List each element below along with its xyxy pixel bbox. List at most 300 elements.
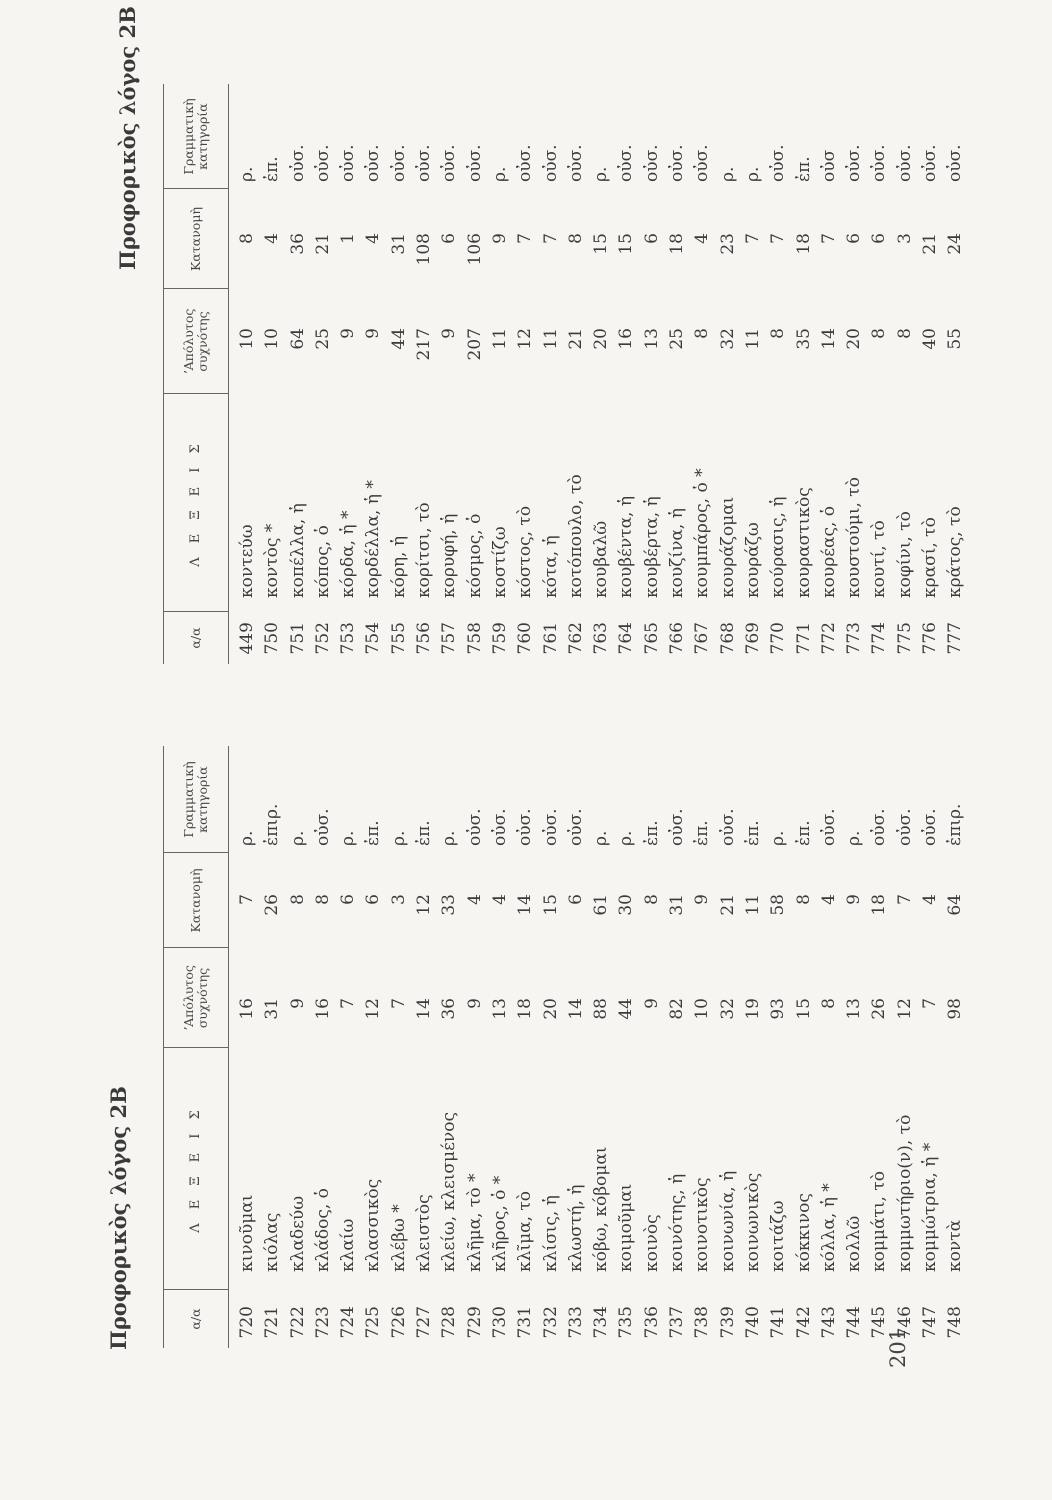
row-distribution: 9 bbox=[844, 894, 865, 905]
row-distribution: 6 bbox=[565, 894, 586, 905]
row-distribution: 6 bbox=[338, 894, 359, 905]
row-distribution: 21 bbox=[920, 233, 941, 255]
row-category: ρ. bbox=[489, 166, 510, 182]
table-row bbox=[690, 746, 715, 1348]
row-category: οὐσ. bbox=[388, 144, 409, 182]
row-category: ἐπ. bbox=[692, 820, 713, 846]
row-category: οὐσ. bbox=[894, 808, 915, 846]
row-word: κοινωνία, ἡ bbox=[717, 1170, 738, 1272]
table-row bbox=[817, 84, 842, 664]
row-frequency: 7 bbox=[920, 998, 941, 1009]
row-distribution: 7 bbox=[540, 233, 561, 244]
row-word: κλειστὸς bbox=[414, 1194, 435, 1272]
row-word: κλαίω bbox=[338, 1218, 359, 1272]
row-word: κομμωτήριο(ν), τὸ bbox=[894, 1114, 915, 1272]
row-distribution: 33 bbox=[439, 894, 460, 916]
row-distribution: 18 bbox=[667, 233, 688, 255]
row-word: κουτί, τὸ bbox=[869, 520, 890, 598]
row-word: κόρδα, ἡ * bbox=[338, 510, 359, 598]
row-word: κοινωνικὸς bbox=[742, 1172, 763, 1272]
row-word: κουβέντα, ἡ bbox=[616, 495, 637, 598]
row-distribution: 4 bbox=[489, 894, 510, 905]
row-category: ρ. bbox=[287, 830, 308, 846]
row-index: 743 bbox=[818, 1306, 839, 1339]
row-index: 765 bbox=[641, 622, 662, 655]
table-rule-header bbox=[228, 84, 229, 664]
row-frequency: 8 bbox=[818, 998, 839, 1009]
table-row bbox=[716, 84, 741, 664]
row-distribution: 7 bbox=[818, 233, 839, 244]
table-row bbox=[893, 84, 918, 664]
row-distribution: 6 bbox=[844, 233, 865, 244]
row-frequency: 9 bbox=[363, 328, 384, 339]
row-category: ρ. bbox=[237, 166, 257, 182]
table-row bbox=[361, 746, 386, 1348]
row-category: ρ. bbox=[237, 830, 257, 846]
row-distribution: 26 bbox=[262, 894, 283, 916]
row-index: 763 bbox=[591, 622, 612, 655]
row-word: κλασσικὸς bbox=[363, 1178, 384, 1272]
row-index: 758 bbox=[464, 622, 485, 655]
row-index: 752 bbox=[312, 622, 333, 655]
row-word: κολλῶ bbox=[844, 1215, 865, 1272]
row-word: κουβέρτα, ἡ bbox=[641, 496, 662, 598]
row-frequency: 11 bbox=[742, 328, 763, 350]
row-frequency: 10 bbox=[262, 328, 283, 350]
table-row bbox=[665, 84, 690, 664]
row-word: κοστίζω bbox=[489, 526, 510, 598]
header-frequency-line1: ʼΑπόλυτος bbox=[180, 308, 196, 375]
row-category: οὐσ. bbox=[844, 144, 865, 182]
table-row bbox=[918, 746, 943, 1348]
row-frequency: 20 bbox=[591, 328, 612, 350]
row-category: ρ. bbox=[591, 166, 612, 182]
row-frequency: 8 bbox=[692, 328, 713, 339]
row-word: κομμώτρια, ἡ * bbox=[920, 1142, 941, 1272]
table-row bbox=[260, 746, 285, 1348]
left-table-body bbox=[235, 746, 969, 1348]
row-distribution: 18 bbox=[793, 233, 814, 255]
row-distribution: 9 bbox=[489, 233, 510, 244]
row-frequency: 20 bbox=[540, 998, 561, 1020]
row-distribution: 23 bbox=[717, 233, 738, 255]
row-frequency: 7 bbox=[338, 998, 359, 1009]
row-frequency: 207 bbox=[464, 328, 485, 361]
row-distribution: 4 bbox=[363, 233, 384, 244]
table-row bbox=[336, 746, 361, 1348]
row-category: οὐσ. bbox=[439, 144, 460, 182]
row-index: 767 bbox=[692, 622, 713, 655]
row-word: κλῆρος, ὁ * bbox=[489, 1175, 510, 1272]
row-frequency: 20 bbox=[844, 328, 865, 350]
row-frequency: 25 bbox=[667, 328, 688, 350]
row-category: οὐσ. bbox=[312, 808, 333, 846]
row-word: κουμπάρος, ὁ * bbox=[692, 468, 713, 598]
row-index: 747 bbox=[920, 1306, 941, 1339]
row-distribution: 8 bbox=[565, 233, 586, 244]
table-row bbox=[412, 746, 437, 1348]
row-category: οὐσ. bbox=[515, 808, 536, 846]
row-frequency: 9 bbox=[287, 998, 308, 1009]
row-index: 755 bbox=[388, 622, 409, 655]
row-frequency: 8 bbox=[768, 328, 789, 339]
row-category: οὐσ. bbox=[464, 808, 485, 846]
table-row bbox=[311, 746, 336, 1348]
row-word: κοντὰ bbox=[945, 1219, 966, 1272]
row-frequency: 14 bbox=[565, 998, 586, 1020]
table-row bbox=[792, 746, 817, 1348]
row-word: κόκκινος bbox=[793, 1193, 814, 1272]
row-category: ρ. bbox=[616, 830, 637, 846]
row-frequency: 12 bbox=[363, 998, 384, 1020]
row-frequency: 55 bbox=[945, 328, 966, 350]
row-distribution: 15 bbox=[616, 233, 637, 255]
row-index: 720 bbox=[237, 1306, 257, 1339]
row-index: 751 bbox=[287, 622, 308, 655]
row-distribution: 30 bbox=[616, 894, 637, 916]
table-row bbox=[792, 84, 817, 664]
row-frequency: 16 bbox=[616, 328, 637, 350]
row-index: 728 bbox=[439, 1306, 460, 1339]
row-index: 727 bbox=[414, 1306, 435, 1339]
row-category: ρ. bbox=[388, 830, 409, 846]
row-distribution: 31 bbox=[388, 233, 409, 255]
row-word: κοπέλλα, ἡ bbox=[287, 503, 308, 598]
row-distribution: 7 bbox=[515, 233, 536, 244]
row-category: οὐσ. bbox=[945, 144, 966, 182]
table-row bbox=[716, 746, 741, 1348]
row-frequency: 36 bbox=[439, 998, 460, 1020]
row-index: 757 bbox=[439, 622, 460, 655]
row-index: 724 bbox=[338, 1306, 359, 1339]
row-distribution: 12 bbox=[414, 894, 435, 916]
row-word: κόστος, τὸ bbox=[515, 505, 536, 598]
header-words: Λ Ε Ξ Ε Ι Σ bbox=[187, 439, 203, 567]
row-distribution: 6 bbox=[439, 233, 460, 244]
row-index: 741 bbox=[768, 1306, 789, 1339]
table-row bbox=[766, 84, 791, 664]
row-distribution: 15 bbox=[591, 233, 612, 255]
row-word: κοινοτικὸς bbox=[692, 1177, 713, 1272]
row-index: 745 bbox=[869, 1306, 890, 1339]
table-row bbox=[640, 746, 665, 1348]
table-row bbox=[943, 746, 968, 1348]
row-category: οὐσ. bbox=[920, 144, 941, 182]
row-distribution: 7 bbox=[768, 233, 789, 244]
table-row bbox=[665, 746, 690, 1348]
row-index: 750 bbox=[262, 622, 283, 655]
row-frequency: 9 bbox=[464, 998, 485, 1009]
row-distribution: 21 bbox=[717, 894, 738, 916]
header-category-line2: κατηγορία bbox=[194, 766, 210, 833]
row-word: κουράζομαι bbox=[717, 496, 738, 598]
row-word: κλέβω * bbox=[388, 1204, 409, 1272]
row-category: οὐσ. bbox=[692, 144, 713, 182]
row-index: 736 bbox=[641, 1306, 662, 1339]
row-category: ρ. bbox=[717, 166, 738, 182]
row-category: οὐσ. bbox=[464, 144, 485, 182]
row-word: κοντὸς * bbox=[262, 523, 283, 598]
row-category: οὐσ. bbox=[363, 144, 384, 182]
table-row bbox=[437, 84, 462, 664]
row-category: οὐσ. bbox=[920, 808, 941, 846]
row-index: 775 bbox=[894, 622, 915, 655]
row-word: κουζίνα, ἡ bbox=[667, 508, 688, 598]
row-index: 729 bbox=[464, 1306, 485, 1339]
row-index: 764 bbox=[616, 622, 637, 655]
row-index: 770 bbox=[768, 622, 789, 655]
row-category: οὐσ. bbox=[540, 144, 561, 182]
row-distribution: 108 bbox=[414, 233, 435, 266]
row-frequency: 31 bbox=[262, 998, 283, 1020]
row-word: κόρη, ἡ bbox=[388, 535, 409, 598]
row-frequency: 18 bbox=[515, 998, 536, 1020]
header-distribution: Κατανομὴ bbox=[187, 868, 203, 933]
header-frequency-line2: συχνότης bbox=[194, 311, 210, 372]
right-page-title: Προφορικὸς λόγος 2Β bbox=[115, 6, 140, 270]
row-category: ἐπ. bbox=[262, 156, 283, 182]
row-distribution: 8 bbox=[312, 894, 333, 905]
row-word: κότα, ἡ bbox=[540, 535, 561, 598]
row-frequency: 13 bbox=[641, 328, 662, 350]
row-distribution: 24 bbox=[945, 233, 966, 255]
row-category: οὐσ. bbox=[338, 144, 359, 182]
row-frequency: 9 bbox=[641, 998, 662, 1009]
row-category: ρ. bbox=[844, 830, 865, 846]
row-category: οὐσ. bbox=[869, 144, 890, 182]
table-row bbox=[589, 84, 614, 664]
row-word: κουρέας, ὁ bbox=[818, 505, 839, 598]
table-row bbox=[842, 746, 867, 1348]
row-index: 748 bbox=[945, 1306, 966, 1339]
row-word: κρασί, τὸ bbox=[920, 517, 941, 598]
row-category: ρ. bbox=[591, 830, 612, 846]
row-category: ἐπ. bbox=[742, 820, 763, 846]
row-index: 723 bbox=[312, 1306, 333, 1339]
table-row bbox=[235, 84, 260, 664]
row-frequency: 7 bbox=[388, 998, 409, 1009]
row-distribution: 18 bbox=[869, 894, 890, 916]
row-frequency: 11 bbox=[540, 328, 561, 350]
left-frequency-table bbox=[163, 746, 966, 1348]
row-frequency: 88 bbox=[591, 998, 612, 1020]
row-distribution: 8 bbox=[237, 233, 257, 244]
row-frequency: 9 bbox=[439, 328, 460, 339]
row-frequency: 16 bbox=[237, 998, 257, 1020]
left-page-title: Προφορικὸς λόγος 2Β bbox=[106, 1086, 131, 1350]
row-frequency: 16 bbox=[312, 998, 333, 1020]
table-row bbox=[614, 84, 639, 664]
table-row bbox=[943, 84, 968, 664]
row-index: 771 bbox=[793, 622, 814, 655]
row-word: κοφίνι, τὸ bbox=[894, 511, 915, 598]
row-frequency: 8 bbox=[894, 328, 915, 339]
table-row bbox=[918, 84, 943, 664]
row-category: ρ. bbox=[338, 830, 359, 846]
row-word: κορδέλλα, ἡ * bbox=[363, 480, 384, 598]
row-word: κλαδεύω bbox=[287, 1195, 308, 1272]
header-frequency bbox=[163, 289, 228, 394]
table-row bbox=[589, 746, 614, 1348]
row-frequency: 10 bbox=[237, 328, 257, 350]
row-index: 761 bbox=[540, 622, 561, 655]
row-category: οὐσ. bbox=[894, 144, 915, 182]
header-words: Λ Ε Ξ Ε Ι Σ bbox=[187, 1105, 203, 1233]
row-distribution: 1 bbox=[338, 233, 359, 244]
table-row bbox=[463, 84, 488, 664]
row-index: 721 bbox=[262, 1306, 283, 1339]
row-category: οὐσ. bbox=[667, 144, 688, 182]
row-category: οὐσ. bbox=[489, 808, 510, 846]
table-row bbox=[311, 84, 336, 664]
row-frequency: 14 bbox=[414, 998, 435, 1020]
row-word: κοτόπουλο, τὸ bbox=[565, 474, 586, 598]
row-distribution: 3 bbox=[388, 894, 409, 905]
row-index: 777 bbox=[945, 622, 966, 655]
row-index: 722 bbox=[287, 1306, 308, 1339]
row-distribution: 8 bbox=[287, 894, 308, 905]
table-row bbox=[387, 84, 412, 664]
row-frequency: 44 bbox=[616, 998, 637, 1020]
row-word: κιόλας bbox=[262, 1212, 283, 1272]
row-category: οὐσ. bbox=[768, 144, 789, 182]
row-word: κινοῦμαι bbox=[237, 1194, 257, 1272]
row-word: κοιτάζω bbox=[768, 1200, 789, 1272]
row-category: ἐπιρ. bbox=[262, 803, 283, 846]
row-distribution: 3 bbox=[894, 233, 915, 244]
row-distribution: 9 bbox=[692, 894, 713, 905]
row-index: 746 bbox=[894, 1306, 915, 1339]
row-frequency: 9 bbox=[338, 328, 359, 339]
row-category: ρ. bbox=[768, 830, 789, 846]
row-distribution: 15 bbox=[540, 894, 561, 916]
row-index: 769 bbox=[742, 622, 763, 655]
row-word: κούρασις, ἡ bbox=[768, 496, 789, 598]
row-category: οὐσ. bbox=[312, 144, 333, 182]
row-distribution: 4 bbox=[464, 894, 485, 905]
row-frequency: 21 bbox=[565, 328, 586, 350]
table-row bbox=[235, 746, 260, 1348]
row-category: οὐσ. bbox=[641, 144, 662, 182]
row-distribution: 21 bbox=[312, 233, 333, 255]
row-word: κομμάτι, τὸ bbox=[869, 1171, 890, 1272]
row-distribution: 61 bbox=[591, 894, 612, 916]
table-row bbox=[817, 746, 842, 1348]
row-index: 744 bbox=[844, 1306, 865, 1339]
table-row bbox=[513, 746, 538, 1348]
row-distribution: 7 bbox=[894, 894, 915, 905]
header-category-line1: Γραμματικὴ bbox=[180, 98, 196, 175]
row-frequency: 40 bbox=[920, 328, 941, 350]
row-distribution: 4 bbox=[818, 894, 839, 905]
row-word: κόβω, κόβομαι bbox=[591, 1146, 612, 1272]
row-distribution: 4 bbox=[692, 233, 713, 244]
row-category: ρ. bbox=[742, 166, 763, 182]
header-frequency-line2: συχνότης bbox=[194, 967, 210, 1029]
table-row bbox=[513, 84, 538, 664]
row-index: 730 bbox=[489, 1306, 510, 1339]
row-frequency: 217 bbox=[414, 328, 435, 361]
table-row bbox=[690, 84, 715, 664]
row-index: 726 bbox=[388, 1306, 409, 1339]
row-word: κουραστικὸς bbox=[793, 487, 814, 598]
table-row bbox=[361, 84, 386, 664]
row-category: οὐσ. bbox=[869, 808, 890, 846]
table-row bbox=[539, 746, 564, 1348]
row-word: κόσμος, ὁ bbox=[464, 513, 485, 598]
row-category: οὐσ. bbox=[515, 144, 536, 182]
row-index: 731 bbox=[515, 1306, 536, 1339]
page-number: 201 bbox=[886, 1327, 910, 1368]
row-distribution: 8 bbox=[793, 894, 814, 905]
row-index: 762 bbox=[565, 622, 586, 655]
row-index: 772 bbox=[818, 622, 839, 655]
row-distribution: 4 bbox=[920, 894, 941, 905]
row-word: κράτος, τὸ bbox=[945, 506, 966, 598]
row-word: κουβαλῶ bbox=[591, 520, 612, 598]
row-frequency: 82 bbox=[667, 998, 688, 1020]
row-word: κορίτσι, τὸ bbox=[414, 502, 435, 598]
row-frequency: 8 bbox=[869, 328, 890, 339]
row-frequency: 19 bbox=[742, 998, 763, 1020]
table-row bbox=[437, 746, 462, 1348]
header-category bbox=[163, 746, 228, 853]
table-row bbox=[741, 746, 766, 1348]
row-frequency: 14 bbox=[818, 328, 839, 350]
row-category: οὐσ. bbox=[717, 808, 738, 846]
row-word: κλῆμα, τὸ * bbox=[464, 1173, 485, 1272]
row-frequency: 93 bbox=[768, 998, 789, 1020]
row-category: οὐσ. bbox=[414, 144, 435, 182]
row-distribution: 8 bbox=[641, 894, 662, 905]
row-index: 759 bbox=[489, 622, 510, 655]
row-index: 766 bbox=[667, 622, 688, 655]
row-index: 449 bbox=[237, 622, 257, 655]
row-index: 732 bbox=[540, 1306, 561, 1339]
row-category: οὐσ. bbox=[565, 144, 586, 182]
table-row bbox=[614, 746, 639, 1348]
row-category: ἐπ. bbox=[414, 820, 435, 846]
row-index: 737 bbox=[667, 1306, 688, 1339]
row-category: οὐσ. bbox=[818, 808, 839, 846]
row-index: 753 bbox=[338, 622, 359, 655]
table-row bbox=[766, 746, 791, 1348]
row-word: κουράζω bbox=[742, 522, 763, 598]
row-distribution: 14 bbox=[515, 894, 536, 916]
row-word: κοινὸς bbox=[641, 1214, 662, 1272]
row-frequency: 13 bbox=[489, 998, 510, 1020]
row-index: 776 bbox=[920, 622, 941, 655]
table-row bbox=[564, 84, 589, 664]
row-index: 738 bbox=[692, 1306, 713, 1339]
row-index: 733 bbox=[565, 1306, 586, 1339]
right-frequency-table bbox=[163, 84, 966, 664]
row-frequency: 35 bbox=[793, 328, 814, 350]
row-index: 742 bbox=[793, 1306, 814, 1339]
row-category: ἐπ. bbox=[363, 820, 384, 846]
row-index: 768 bbox=[717, 622, 738, 655]
header-distribution: Κατανομὴ bbox=[187, 207, 203, 271]
row-distribution: 7 bbox=[237, 894, 257, 905]
table-row bbox=[842, 84, 867, 664]
table-row bbox=[893, 746, 918, 1348]
row-distribution: 36 bbox=[287, 233, 308, 255]
row-word: κλίσις, ἡ bbox=[540, 1195, 561, 1272]
row-frequency: 13 bbox=[844, 998, 865, 1020]
table-row bbox=[564, 746, 589, 1348]
row-category: οὐσ bbox=[818, 149, 839, 182]
row-category: οὐσ. bbox=[287, 144, 308, 182]
